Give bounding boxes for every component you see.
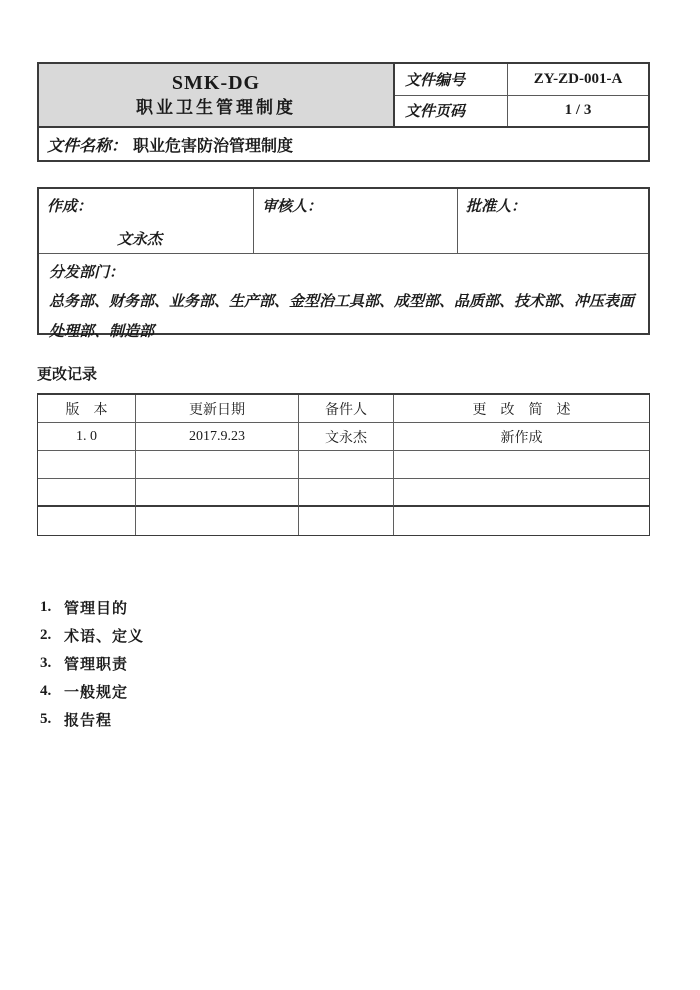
cell-summary xyxy=(394,451,649,479)
distribution-departments: 总务部、财务部、业务部、生产部、金型治工具部、成型部、品质部、技术部、冲压表面处理部、制造部 xyxy=(49,294,635,340)
cell-version xyxy=(38,507,136,535)
reviewer-cell xyxy=(254,189,458,253)
company-code: SMK-DG xyxy=(171,72,261,94)
approver-cell xyxy=(458,189,648,253)
cell-person xyxy=(299,479,394,507)
page-number-value: 1 / 3 xyxy=(564,102,592,119)
toc-item-number: 2. xyxy=(40,626,52,643)
list-item xyxy=(40,593,144,621)
toc-item-number: 1. xyxy=(40,598,52,615)
cell-summary xyxy=(394,507,649,535)
cell-person xyxy=(299,451,394,479)
doc-number-value: ZY-ZD-001-A xyxy=(533,70,623,87)
created-cell xyxy=(39,189,254,253)
page-number-label: 文件页码 xyxy=(395,96,508,127)
doc-name-label: 文件名称： xyxy=(47,137,128,155)
system-title: 职业卫生管理制度 xyxy=(136,98,296,117)
cell-date: 2017.9.23 xyxy=(136,423,299,451)
cell-person xyxy=(299,507,394,535)
cell-version xyxy=(38,479,136,507)
col-header-version: 版 本 xyxy=(38,395,136,423)
col-header-date: 更新日期 xyxy=(136,395,299,423)
cell-date xyxy=(136,451,299,479)
toc-item-label: 术语、定义 xyxy=(64,628,145,645)
doc-name-row xyxy=(39,128,648,160)
toc-item-number: 4. xyxy=(40,682,52,699)
distribution-cell xyxy=(39,254,648,347)
section-list xyxy=(40,593,144,733)
table-row xyxy=(38,507,649,535)
title-block xyxy=(39,64,395,126)
cell-version xyxy=(38,451,136,479)
toc-item-label: 管理职责 xyxy=(64,656,129,673)
list-item xyxy=(40,705,144,733)
doc-number-row xyxy=(395,64,648,96)
reviewer-label: 审核人： xyxy=(262,199,323,215)
cell-summary xyxy=(394,479,649,507)
cell-date xyxy=(136,507,299,535)
page-number-row xyxy=(395,96,648,127)
toc-item-number: 3. xyxy=(40,654,52,671)
change-record-header-row xyxy=(38,395,649,423)
approval-table xyxy=(37,187,650,340)
created-label: 作成： xyxy=(47,199,93,215)
toc-item-number: 5. xyxy=(40,710,52,727)
cell-date xyxy=(136,479,299,507)
cell-version: 1. 0 xyxy=(38,423,136,451)
col-header-summary: 更 改 简 述 xyxy=(394,395,649,423)
toc-item-label: 报告程 xyxy=(64,712,113,729)
cell-summary: 新作成 xyxy=(394,423,649,451)
list-item xyxy=(40,649,144,677)
list-item xyxy=(40,677,144,705)
col-header-person: 备件人 xyxy=(299,395,394,423)
toc-item-label: 管理目的 xyxy=(64,600,129,617)
doc-name-value: 职业危害防治管理制度 xyxy=(133,137,294,155)
list-item xyxy=(40,621,144,649)
cell-person: 文永杰 xyxy=(299,423,394,451)
table-row xyxy=(38,423,649,451)
table-row xyxy=(38,451,649,479)
toc-item-label: 一般规定 xyxy=(64,684,129,701)
distribution-label: 分发部门： xyxy=(49,265,125,281)
created-by-name: 文永杰 xyxy=(117,232,163,248)
doc-header-top-band xyxy=(39,64,648,128)
doc-meta-block xyxy=(395,64,648,126)
approval-row xyxy=(39,189,648,254)
table-row xyxy=(38,479,649,507)
change-record-table xyxy=(37,393,650,536)
approver-label: 批准人： xyxy=(466,199,527,215)
change-record-title: 更改记录 xyxy=(37,367,98,383)
doc-header-table xyxy=(37,62,650,162)
doc-number-label: 文件编号 xyxy=(395,64,508,95)
